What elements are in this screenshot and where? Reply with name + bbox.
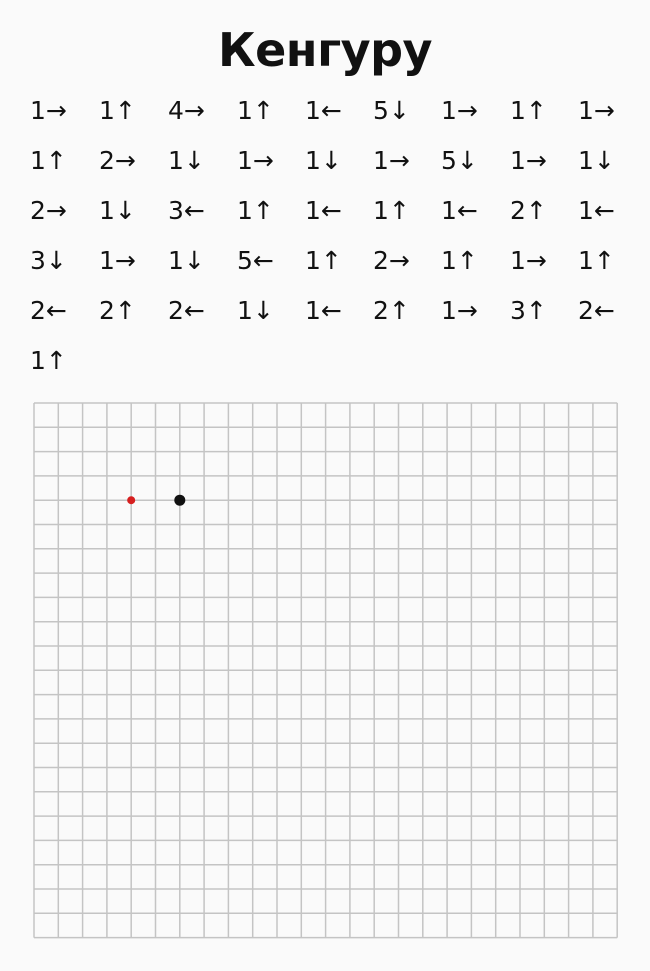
step-instruction: 1← <box>578 196 615 225</box>
step-instruction: 3↑ <box>510 296 547 325</box>
step-instruction: 1→ <box>578 96 615 125</box>
step-row <box>30 141 640 191</box>
step-instruction: 1↑ <box>99 96 136 125</box>
step-instruction: 1↑ <box>30 346 67 375</box>
step-instruction: 2↑ <box>99 296 136 325</box>
step-instruction: 1→ <box>99 246 136 275</box>
step-instruction: 2← <box>578 296 615 325</box>
step-instruction: 1↓ <box>578 146 615 175</box>
step-instruction: 1↑ <box>578 246 615 275</box>
step-instruction: 1↑ <box>510 96 547 125</box>
step-instructions <box>30 91 640 391</box>
worksheet-title: Кенгуру <box>217 23 432 77</box>
reference-dot <box>174 495 185 506</box>
step-instruction: 5↓ <box>373 96 410 125</box>
start-point-dot <box>127 496 135 504</box>
step-instruction: 1→ <box>441 296 478 325</box>
step-instruction: 2↑ <box>373 296 410 325</box>
step-instruction: 1↓ <box>305 146 342 175</box>
step-instruction: 3← <box>168 196 205 225</box>
dot-grid[interactable] <box>33 402 619 939</box>
step-instruction: 1← <box>441 196 478 225</box>
step-instruction: 1↓ <box>168 246 205 275</box>
step-instruction: 1↑ <box>305 246 342 275</box>
step-instruction: 3↓ <box>30 246 67 275</box>
step-instruction: 2→ <box>373 246 410 275</box>
step-instruction: 1→ <box>30 96 67 125</box>
step-row <box>30 91 640 141</box>
step-instruction: 4→ <box>168 96 205 125</box>
step-instruction: 1← <box>305 96 342 125</box>
step-instruction: 2← <box>30 296 67 325</box>
grid-paper[interactable] <box>33 402 619 939</box>
step-instruction: 2→ <box>99 146 136 175</box>
step-instruction: 1↓ <box>99 196 136 225</box>
step-instruction: 5← <box>237 246 274 275</box>
step-instruction: 5↓ <box>441 146 478 175</box>
step-instruction: 1↑ <box>237 196 274 225</box>
step-instruction: 1→ <box>510 246 547 275</box>
step-instruction: 2↑ <box>510 196 547 225</box>
step-instruction: 1↑ <box>373 196 410 225</box>
step-row <box>30 191 640 241</box>
step-instruction: 1↑ <box>441 246 478 275</box>
step-instruction: 1↑ <box>30 146 67 175</box>
step-instruction: 1↑ <box>237 96 274 125</box>
step-row <box>30 291 640 341</box>
step-instruction: 1← <box>305 196 342 225</box>
step-row <box>30 341 640 391</box>
step-instruction: 2← <box>168 296 205 325</box>
step-instruction: 1→ <box>373 146 410 175</box>
step-row <box>30 241 640 291</box>
step-instruction: 1→ <box>510 146 547 175</box>
step-instruction: 2→ <box>30 196 67 225</box>
step-instruction: 1→ <box>441 96 478 125</box>
step-instruction: 1→ <box>237 146 274 175</box>
step-instruction: 1↓ <box>168 146 205 175</box>
step-instruction: 1← <box>305 296 342 325</box>
step-instruction: 1↓ <box>237 296 274 325</box>
